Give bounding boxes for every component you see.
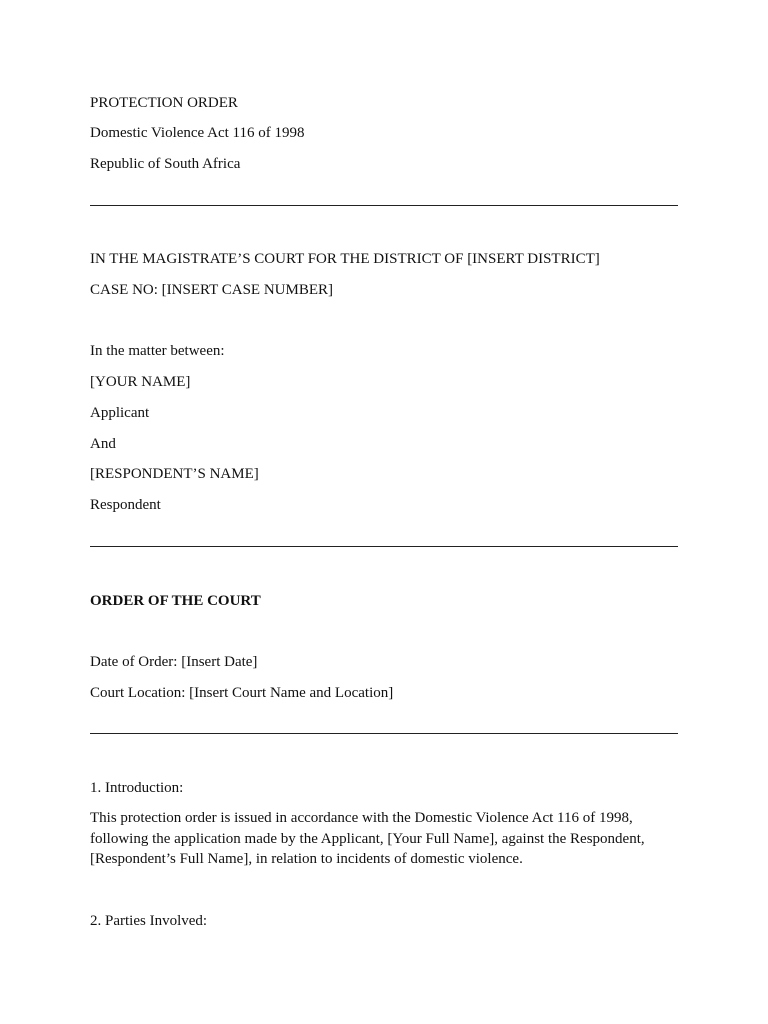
order-date: Date of Order: [Insert Date] (90, 654, 258, 670)
introduction-paragraph: This protection order is issued in accordance with the Domestic Violence Act 116 of 1998, following the application made by the Applicant, [Your Full Name], against the Respondent, [Respondent’s Full Name], in relation to incidents of domestic violence. (90, 810, 645, 867)
document-page (90, 0, 678, 1024)
divider (90, 546, 678, 547)
applicant-role: Applicant (90, 405, 150, 421)
applicant-name: [YOUR NAME] (90, 374, 191, 390)
country-name: Republic of South Africa (90, 156, 241, 172)
section-heading-parties: 2. Parties Involved: (90, 913, 208, 929)
court-heading: IN THE MAGISTRATE’S COURT FOR THE DISTRICT OF [INSERT DISTRICT] (90, 251, 600, 267)
divider (90, 733, 678, 734)
document-title: PROTECTION ORDER (90, 95, 238, 111)
matter-intro: In the matter between: (90, 343, 225, 359)
act-reference: Domestic Violence Act 116 of 1998 (90, 125, 305, 141)
respondent-role: Respondent (90, 497, 161, 513)
court-location: Court Location: [Insert Court Name and Location] (90, 685, 394, 701)
section-heading-introduction: 1. Introduction: (90, 780, 184, 796)
case-number: CASE NO: [INSERT CASE NUMBER] (90, 282, 334, 298)
order-heading: ORDER OF THE COURT (90, 593, 261, 609)
divider (90, 205, 678, 206)
respondent-name: [RESPONDENT’S NAME] (90, 466, 259, 482)
conjunction: And (90, 436, 116, 452)
